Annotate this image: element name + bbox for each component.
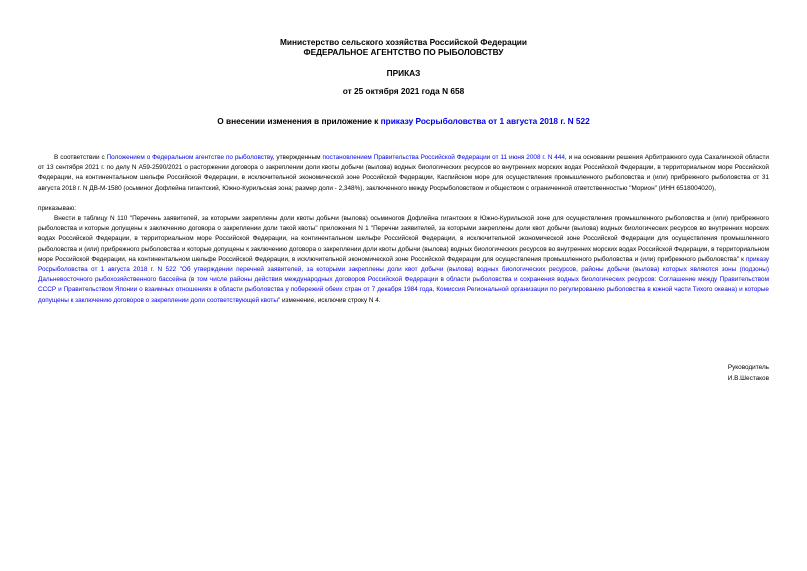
document-date: от 25 октября 2021 года N 658 — [342, 86, 465, 96]
order-522-link[interactable]: приказу Росрыболовства от 1 августа 2018 г. N 522 "Об утверждении перечней заявителей, за которыми закреплены доли квот добычи (вылова) водных биологических ресурсов, районы добычи (вылова) которых являются зоны (подзоны) Дальневосточного рыбохозяйственного бассейна (в том числе районы действия международных договоров Российской Федерации в области рыболовства и сохранения водных биологических ресурсов: Соглашение между Правительством СССР и Правительством Японии о взаимных отношениях в области рыболовства у побережий обеих стран от 7 декабря 1984 года, Комиссия Региональной организации по регулированию рыболовства в южной части Тихого океана) и которые допущены к заключению договоров о закреплении доли соответствующей квоты" — [38, 255, 769, 304]
order-paragraph — [38, 214, 769, 306]
title-order-link[interactable]: приказу Росрыболовства от 1 августа 2018 г. N 522 — [380, 116, 590, 126]
ministry-name: Министерство сельского хозяйства Российской Федерации — [280, 37, 527, 47]
preamble-text-3: , и на основании решения Арбитражного суда Сахалинской области от 13 сентября 2021 г. по делу N А59-2590/2021 о расторжении договора о закреплении доли квоты добычи (вылова) водных биологических ресурсов во внутренних морских водах Российской Федерации, в территориальном море Российской Федерации, на континентальном шельфе Российской Федерации, в исключительной экономической зоне Российской Федерации, Каспийском море для осуществления промышленного рыболовства и (или) прибрежного рыболовства от 31 августа 2018 г. N ДВ-М-1580 (осьминог Дофлейна гигантский, Южно-Курильская зона; размер доли - 2,348%), заключенного между Росрыболовством и обществом с ограниченной ответственностью "Морион" (ИНН 6518004020), — [38, 154, 770, 192]
document-type: ПРИКАЗ — [386, 68, 421, 78]
order-text-1: Внести в таблицу N 110 "Перечень заявителей, за которыми закреплены доли квоты добычи (вылова) осьминогов Дофлейна гигантских в Южно-Курильской зоне для осуществления промышленного рыболовства и (или) прибрежного рыболовства и которые допущены к заключению договора о закреплении доли такой квоты" приложения N 1 "Перечни заявителей, за которыми закреплены доли квот добычи (вылова) водных биологических ресурсов во внутренних морских водах Российской Федерации, в территориальном море Российской Федерации, на континентальном шельфе Российской Федерации, в исключительной экономической зоне Российской Федерации для осуществления промышленного рыболовства и (или) прибрежного рыболовства и которые допущены к заключению договора о закреплении доли квоты добычи (вылова) водных биологических ресурсов во внутренних морских водах Российской Федерации, в территориальном море Российской Федерации, на континентальном шельфе Российской Федерации, в исключительной экономической зоне Российской Федерации для осуществления промышленного рыболовства и (или) прибрежного рыболовства" к — [38, 215, 769, 263]
signature-block — [728, 363, 769, 384]
order-word: приказываю: — [38, 204, 76, 212]
agency-name: ФЕДЕРАЛЬНОЕ АГЕНТСТВО ПО РЫБОЛОВСТВУ — [303, 47, 504, 57]
signatory-name: И.В.Шестаков — [727, 374, 769, 382]
signatory-position: Руководитель — [727, 364, 769, 371]
preamble-paragraph — [38, 153, 769, 194]
title-text: О внесении изменения в приложение к — [217, 116, 381, 126]
preamble-text-1: В соответствии с — [54, 154, 107, 161]
order-text-2: изменение, исключив строку N 4. — [280, 296, 381, 304]
government-decree-link[interactable]: постановлением Правительства Российской Федерации от 11 июня 2008 г. N 444 — [322, 154, 565, 161]
regulation-link[interactable]: Положением о Федеральном агентстве по рыболовству — [106, 154, 273, 161]
preamble-text-2: , утвержденным — [272, 154, 323, 161]
document-title — [0, 116, 807, 126]
document-body — [38, 153, 769, 306]
